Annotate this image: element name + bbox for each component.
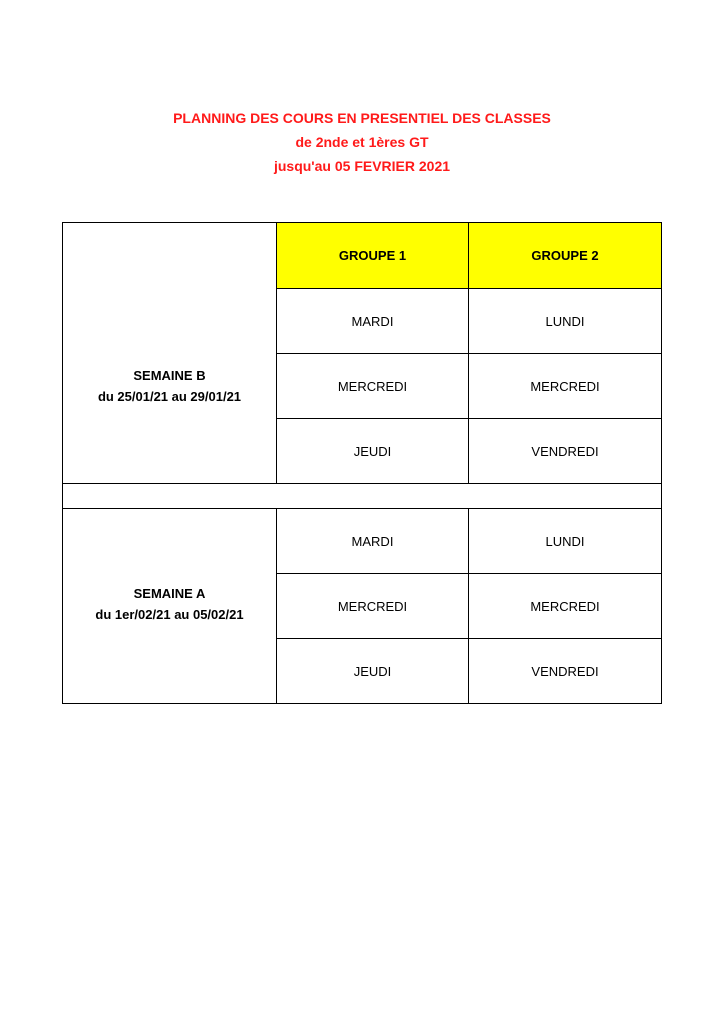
cell-group-1: MARDI <box>277 509 469 574</box>
cell-group-1: MARDI <box>277 289 469 354</box>
cell-group-1: JEUDI <box>277 419 469 484</box>
planning-table <box>62 222 662 704</box>
week-cell-b <box>63 289 277 484</box>
week-name: SEMAINE B <box>133 367 206 383</box>
spacer-row <box>63 484 662 509</box>
cell-group-1: MERCREDI <box>277 574 469 639</box>
table-header-row <box>63 223 662 289</box>
cell-group-2: VENDREDI <box>469 419 662 484</box>
header-blank-cell <box>63 223 277 289</box>
week-dates: du 1er/02/21 au 05/02/21 <box>95 607 244 622</box>
cell-group-2: MERCREDI <box>469 574 662 639</box>
week-name: SEMAINE A <box>133 586 206 601</box>
document-title <box>0 106 724 178</box>
cell-group-1: JEUDI <box>277 639 469 704</box>
spacer-cell <box>63 484 662 509</box>
table-row <box>63 509 662 574</box>
table-row <box>63 289 662 354</box>
title-line-2: de 2nde et 1ères GT <box>295 134 429 150</box>
title-line-1: PLANNING DES COURS EN PRESENTIEL DES CLASSES <box>173 110 551 126</box>
cell-group-2: VENDREDI <box>469 639 662 704</box>
header-group-1: GROUPE 1 <box>277 223 469 289</box>
header-group-2: GROUPE 2 <box>469 223 662 289</box>
cell-group-2: LUNDI <box>469 289 662 354</box>
cell-group-2: MERCREDI <box>469 354 662 419</box>
cell-group-2: LUNDI <box>469 509 662 574</box>
cell-group-1: MERCREDI <box>277 354 469 419</box>
week-dates: du 25/01/21 au 29/01/21 <box>97 388 242 404</box>
title-line-3: jusqu'au 05 FEVRIER 2021 <box>273 158 451 174</box>
week-cell-a <box>63 509 277 704</box>
